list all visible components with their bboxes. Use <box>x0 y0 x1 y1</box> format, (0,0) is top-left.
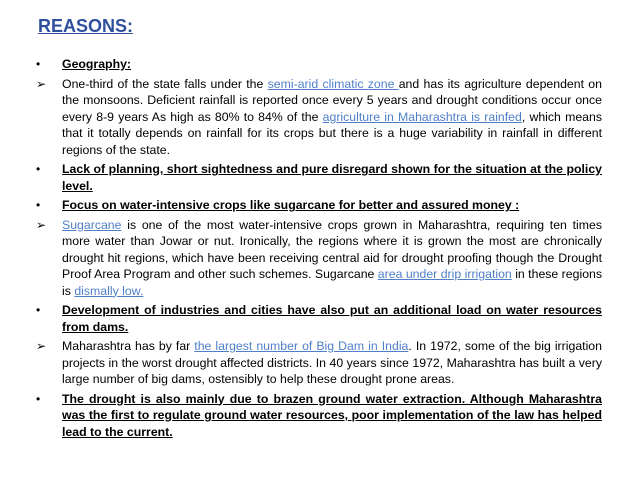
reasons-list <box>34 56 602 443</box>
arrow-bullet-icon: ➢ <box>36 339 47 353</box>
bullet-icon: • <box>36 57 41 71</box>
list-item-planning <box>34 161 602 194</box>
item-heading: Development of industries and cities have also put an additional load on water resources from dams. <box>62 303 602 334</box>
list-item-geography <box>34 56 602 73</box>
paragraph-text: Maharashtra has by far <box>62 339 195 353</box>
item-heading: Lack of planning, short sightedness and pure disregard shown for the situation at the policy level. <box>62 162 602 193</box>
link-dismally-low[interactable]: dismally low. <box>74 283 144 298</box>
item-heading: Focus on water-intensive crops like sugarcane for better and assured money : <box>62 198 520 212</box>
paragraph-text: One-third of the state falls under the <box>62 76 268 91</box>
link-drip-irrigation[interactable]: area under drip irrigation <box>377 267 512 281</box>
list-item-dams <box>34 338 602 388</box>
item-paragraph <box>62 338 602 388</box>
list-item-climate <box>34 76 602 159</box>
bullet-icon: • <box>36 198 41 212</box>
arrow-bullet-icon: ➢ <box>36 76 47 91</box>
list-item-crops <box>34 197 602 214</box>
link-largest-number-big-dam[interactable]: the largest number of Big Dam in India <box>194 339 409 353</box>
paragraph-text: , which means that it totally depends on rainfall for its crops but there is a huge variability in rainfall in different regions of the state. <box>62 109 602 157</box>
item-paragraph <box>62 217 602 300</box>
paragraph-text: and has its agriculture dependent on the monsoons. Deficient rainfall is reported once every 5 years and drought conditions occur once every 8-9 years As high as 80% to 84% of the <box>62 76 602 124</box>
paragraph-text: . In 1972, some of the big irrigation projects in the worst drought affected districts. In 40 years since 1972, Maharashtra has built a very large number of big dams, ostensibly to help these drought prone areas. <box>62 339 602 386</box>
list-item-sugarcane <box>34 217 602 300</box>
arrow-bullet-icon: ➢ <box>36 217 47 232</box>
item-heading: The drought is also mainly due to brazen ground water extraction. Although Maharashtra was the first to regulate ground water resources, poor implementation of the law has helped lead to the current. <box>62 391 602 439</box>
list-item-industries <box>34 302 602 335</box>
item-heading: Geography: <box>62 57 132 71</box>
bullet-icon: • <box>36 391 41 406</box>
list-item-groundwater <box>34 391 602 441</box>
paragraph-text: in these regions is <box>62 267 603 298</box>
link-semi-arid-climatic-zone[interactable]: semi-arid climatic zone <box>267 76 399 91</box>
bullet-icon: • <box>36 162 41 176</box>
page-title: REASONS: <box>38 16 134 36</box>
item-paragraph <box>62 76 602 159</box>
paragraph-text: is one of the most water-intensive crops grown in Maharashtra, requiring ten times more water than Jowar or nut. Ironically, the regions where it is grown the most are chronically drought hit regions, which have been receiving central aid for drought proofing though the Drought Proof Area Program and other such schemes. Sugarcane <box>62 217 602 281</box>
bullet-icon: • <box>36 303 41 317</box>
link-agriculture-rainfed[interactable]: agriculture in Maharashtra is rainfed <box>322 109 522 124</box>
link-sugarcane[interactable]: Sugarcane <box>62 217 122 232</box>
